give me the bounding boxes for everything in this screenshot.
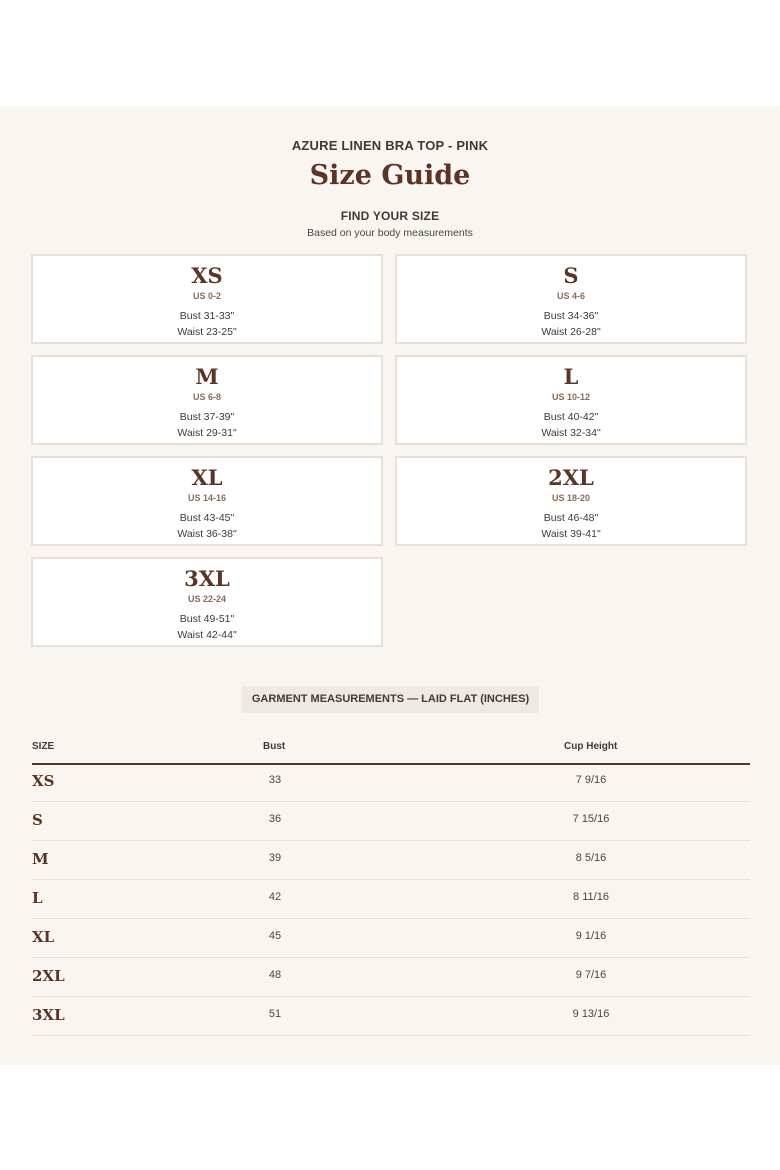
size-card-m: [31, 355, 383, 445]
size-card-us: US 10-12: [551, 392, 591, 402]
size-card-s: [395, 254, 747, 344]
size-card-waist: Waist 26-28": [541, 326, 601, 338]
size-card-us: US 18-20: [551, 493, 591, 503]
find-size-heading: FIND YOUR SIZE: [340, 209, 440, 223]
header-size: SIZE: [32, 741, 55, 752]
size-card-l: [395, 355, 747, 445]
size-card-bust: Bust 34-36": [543, 310, 599, 322]
measurements-heading: GARMENT MEASUREMENTS — LAID FLAT (INCHES): [242, 686, 539, 713]
row-cup-height: 9 7/16: [575, 969, 607, 981]
row-size: XS: [32, 772, 55, 790]
table-row: [32, 840, 750, 880]
row-cup-height: 7 15/16: [572, 813, 610, 825]
row-cup-height: 9 1/16: [575, 930, 607, 942]
size-card-us: US 22-24: [187, 594, 227, 604]
row-size: 3XL: [32, 1006, 65, 1024]
size-card-bust: Bust 37-39": [179, 411, 235, 423]
size-card-bust: Bust 40-42": [543, 411, 599, 423]
size-card-2xl: [395, 456, 747, 546]
table-row: [32, 957, 750, 997]
size-card-bust: Bust 43-45": [179, 512, 235, 524]
size-card-us: US 4-6: [556, 291, 585, 301]
size-card-bust: Bust 49-51": [179, 613, 235, 625]
table-row: [32, 996, 750, 1036]
size-card-label: L: [563, 364, 579, 389]
size-card-us: US 14-16: [187, 493, 227, 503]
size-card-label: XS: [191, 263, 223, 288]
row-size: M: [32, 850, 49, 868]
size-card-label: M: [195, 364, 219, 389]
size-card-bust: Bust 46-48": [543, 512, 599, 524]
size-card-label: 2XL: [548, 465, 594, 490]
size-card-us: US 0-2: [192, 291, 221, 301]
size-card-3xl: [31, 557, 383, 647]
table-row: [32, 918, 750, 958]
header-bust: Bust: [263, 741, 286, 752]
product-name: AZURE LINEN BRA TOP - PINK: [291, 138, 489, 153]
row-size: 2XL: [32, 967, 65, 985]
size-card-xs: [31, 254, 383, 344]
row-bust: 39: [268, 852, 282, 864]
row-bust: 48: [268, 969, 282, 981]
find-size-subheading: Based on your body measurements: [307, 227, 473, 239]
table-row: [32, 801, 750, 841]
table-row: [32, 762, 750, 802]
row-size: XL: [32, 928, 55, 946]
size-card-label: XL: [191, 465, 223, 490]
row-size: L: [32, 889, 43, 907]
size-card-xl: [31, 456, 383, 546]
size-card-bust: Bust 31-33": [179, 310, 235, 322]
row-bust: 33: [268, 774, 282, 786]
size-card-label: S: [563, 263, 579, 288]
row-cup-height: 7 9/16: [575, 774, 607, 786]
row-bust: 45: [268, 930, 282, 942]
size-guide-panel: [0, 106, 780, 1065]
table-row: [32, 879, 750, 919]
size-card-label: 3XL: [184, 566, 230, 591]
row-cup-height: 8 5/16: [575, 852, 607, 864]
size-card-waist: Waist 42-44": [177, 629, 237, 641]
size-card-waist: Waist 32-34": [541, 427, 601, 439]
row-cup-height: 8 11/16: [573, 891, 609, 903]
row-bust: 42: [268, 891, 282, 903]
page-title: Size Guide: [309, 160, 471, 191]
size-card-us: US 6-8: [192, 392, 221, 402]
row-cup-height: 9 13/16: [572, 1008, 610, 1020]
row-size: S: [32, 811, 43, 829]
size-card-waist: Waist 36-38": [177, 528, 237, 540]
row-bust: 51: [268, 1008, 282, 1020]
row-bust: 36: [268, 813, 282, 825]
size-card-waist: Waist 39-41": [541, 528, 601, 540]
header-cup-height: Cup Height: [564, 741, 618, 752]
size-card-waist: Waist 23-25": [177, 326, 237, 338]
size-card-waist: Waist 29-31": [177, 427, 237, 439]
